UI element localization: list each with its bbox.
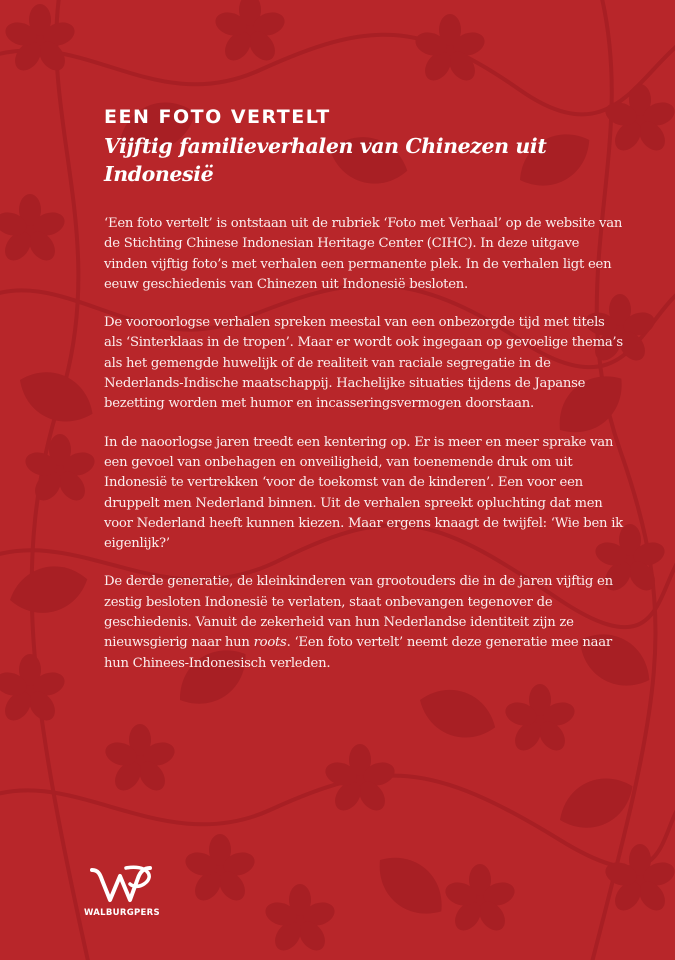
blurb-paragraph-1: ‘Een foto vertelt’ is ontstaan uit de rubriek ‘Foto met Verhaal’ op de website van de Stichting Chinese Indonesian Heritage Center (CIHC). In deze uitgave vinden vijftig foto’s met verhalen een permanente plek. In de verhalen ligt een eeuw geschiedenis van Chinezen uit Indonesië besloten. — [104, 216, 623, 292]
blurb-paragraph-3: In de naoorlogse jaren treedt een kentering op. Er is meer en meer sprake van een gevoel van onbehagen en onveiligheid, van toenemende druk om uit Indonesië te vertrekken ‘voor de toekomst van de kinderen’. Een voor een druppelt men Nederland binnen. Uit de verhalen spreekt opluchting dat men voor Nederland heeft kunnen kiezen. Maar ergens knaagt de twijfel: ‘Wie ben ik eigenlijk?’ — [104, 434, 623, 552]
blurb-paragraph-4 — [104, 572, 624, 673]
publisher-logo — [84, 862, 160, 918]
paragraph-4-end: . ‘Een foto vertelt’ neemt deze generatie mee naar hun Chinees-Indonesisch verleden. — [104, 635, 612, 671]
book-title: EEN FOTO VERTELT — [104, 106, 331, 128]
back-cover-text — [104, 104, 624, 692]
paragraph-4-start: De derde generatie, de kleinkinderen van grootouders die in de jaren vijftig en zestig besloten Indonesië te verlaten, staat onbevangen tegenover de geschiedenis. Vanuit de zekerheid van hun Nederlandse identiteit zijn ze nieuwsgierig naar hun — [104, 574, 613, 651]
paragraph-4-emphasis: roots — [253, 635, 287, 651]
book-subtitle: Vijftig familieverhalen van Chinezen uit Indonesië — [104, 134, 547, 186]
publisher-name: WALBURGPERS — [84, 908, 160, 918]
walburgpers-logo-icon — [88, 862, 156, 906]
blurb-paragraph-2: De vooroorlogse verhalen spreken meestal van een onbezorgde tijd met titels als ‘Sinterklaas in de tropen’. Maar er wordt ook ingegaan op gevoelige thema’s als het gemengde huwelijk of de realiteit van raciale segregatie in de Nederlands-Indische maatschappij. Hachelijke situaties tijdens de Japanse bezetting worden met humor en incasseringsvermogen doorstaan. — [104, 315, 623, 412]
